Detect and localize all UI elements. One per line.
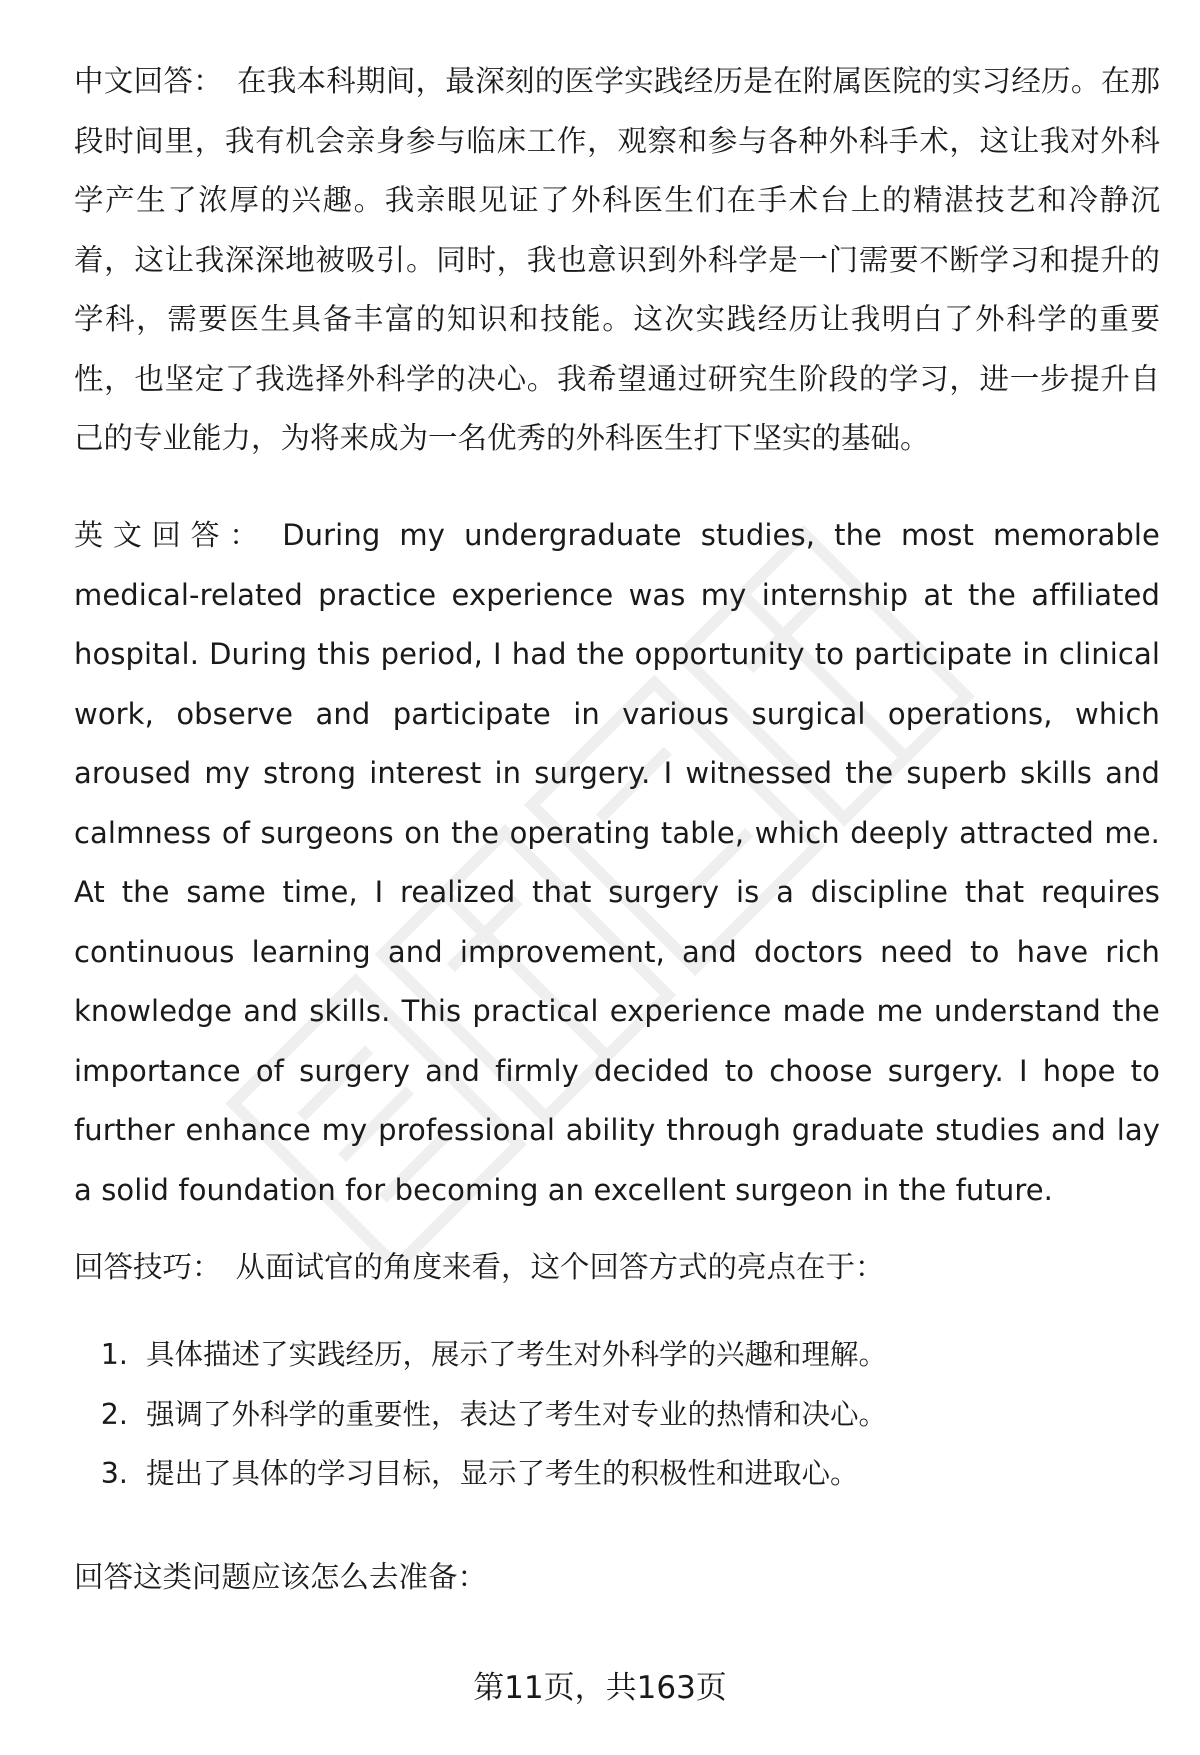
english-answer-paragraph — [74, 506, 1160, 1220]
list-item-number: 2. — [100, 1397, 128, 1431]
list-item-number: 1. — [100, 1338, 128, 1371]
list-item-text: 提出了具体的学习目标，显示了考生的积极性和进取心。 — [146, 1457, 859, 1490]
list-item-text: 具体描述了实践经历，展示了考生对外科学的兴趣和理解。 — [146, 1338, 888, 1371]
list-item — [74, 1385, 1154, 1445]
tips-intro-text: 从面试官的角度来看，这个回答方式的亮点在于： — [235, 1250, 885, 1284]
english-answer-text: During my undergraduate studies, the most memorable medical-related practice experience was my internship at the affiliated hospital. During this period, I had the opportunity to participate in clinical work, observe and participate in various surgical operations, which aroused my strong interest in surgery. I witnessed the superb skills and calmness of surgeons on the operating table, which deeply attracted me. At the same time, I realized that surgery is a discipline that requires continuous learning and improvement, and doctors need to have rich knowledge and skills. This practical experience made me understand the importance of surgery and firmly decided to choose surgery. I hope to further enhance my professional ability through graduate studies and lay a solid foundation for becoming an excellent surgeon in the future. — [74, 518, 1160, 1207]
prepare-heading: 回答这类问题应该怎么去准备： — [74, 1560, 488, 1594]
list-item — [74, 1444, 1154, 1504]
list-item-number: 3. — [100, 1457, 128, 1490]
tips-intro — [74, 1238, 1160, 1298]
chinese-answer-text: 在我本科期间，最深刻的医学实践经历是在附属医院的实习经历。在那段时间里，我有机会亲身参与临床工作，观察和参与各种外科手术，这让我对外科学产生了浓厚的兴趣。我亲眼见证了外科医生们在手术台上的精湛技艺和冷静沉着，这让我深深地被吸引。同时，我也意识到外科学是一门需要不断学习和提升的学科，需要医生具备丰富的知识和技能。这次实践经历让我明白了外科学的重要性，也坚定了我选择外科学的决心。我希望通过研究生阶段的学习，进一步提升自己的专业能力，为将来成为一名优秀的外科医生打下坚实的基础。 — [74, 64, 1160, 455]
list-item — [74, 1325, 1154, 1385]
list-item-text: 强调了外科学的重要性，表达了考生对专业的热情和决心。 — [146, 1397, 888, 1431]
tips-list — [74, 1325, 1154, 1504]
tips-label: 回答技巧： — [74, 1250, 222, 1284]
chinese-answer-paragraph — [74, 52, 1160, 469]
english-answer-label: 英文回答： — [74, 518, 269, 552]
page-number-footer: 第11页，共163页 — [473, 1670, 727, 1706]
chinese-answer-label: 中文回答： — [74, 64, 223, 98]
